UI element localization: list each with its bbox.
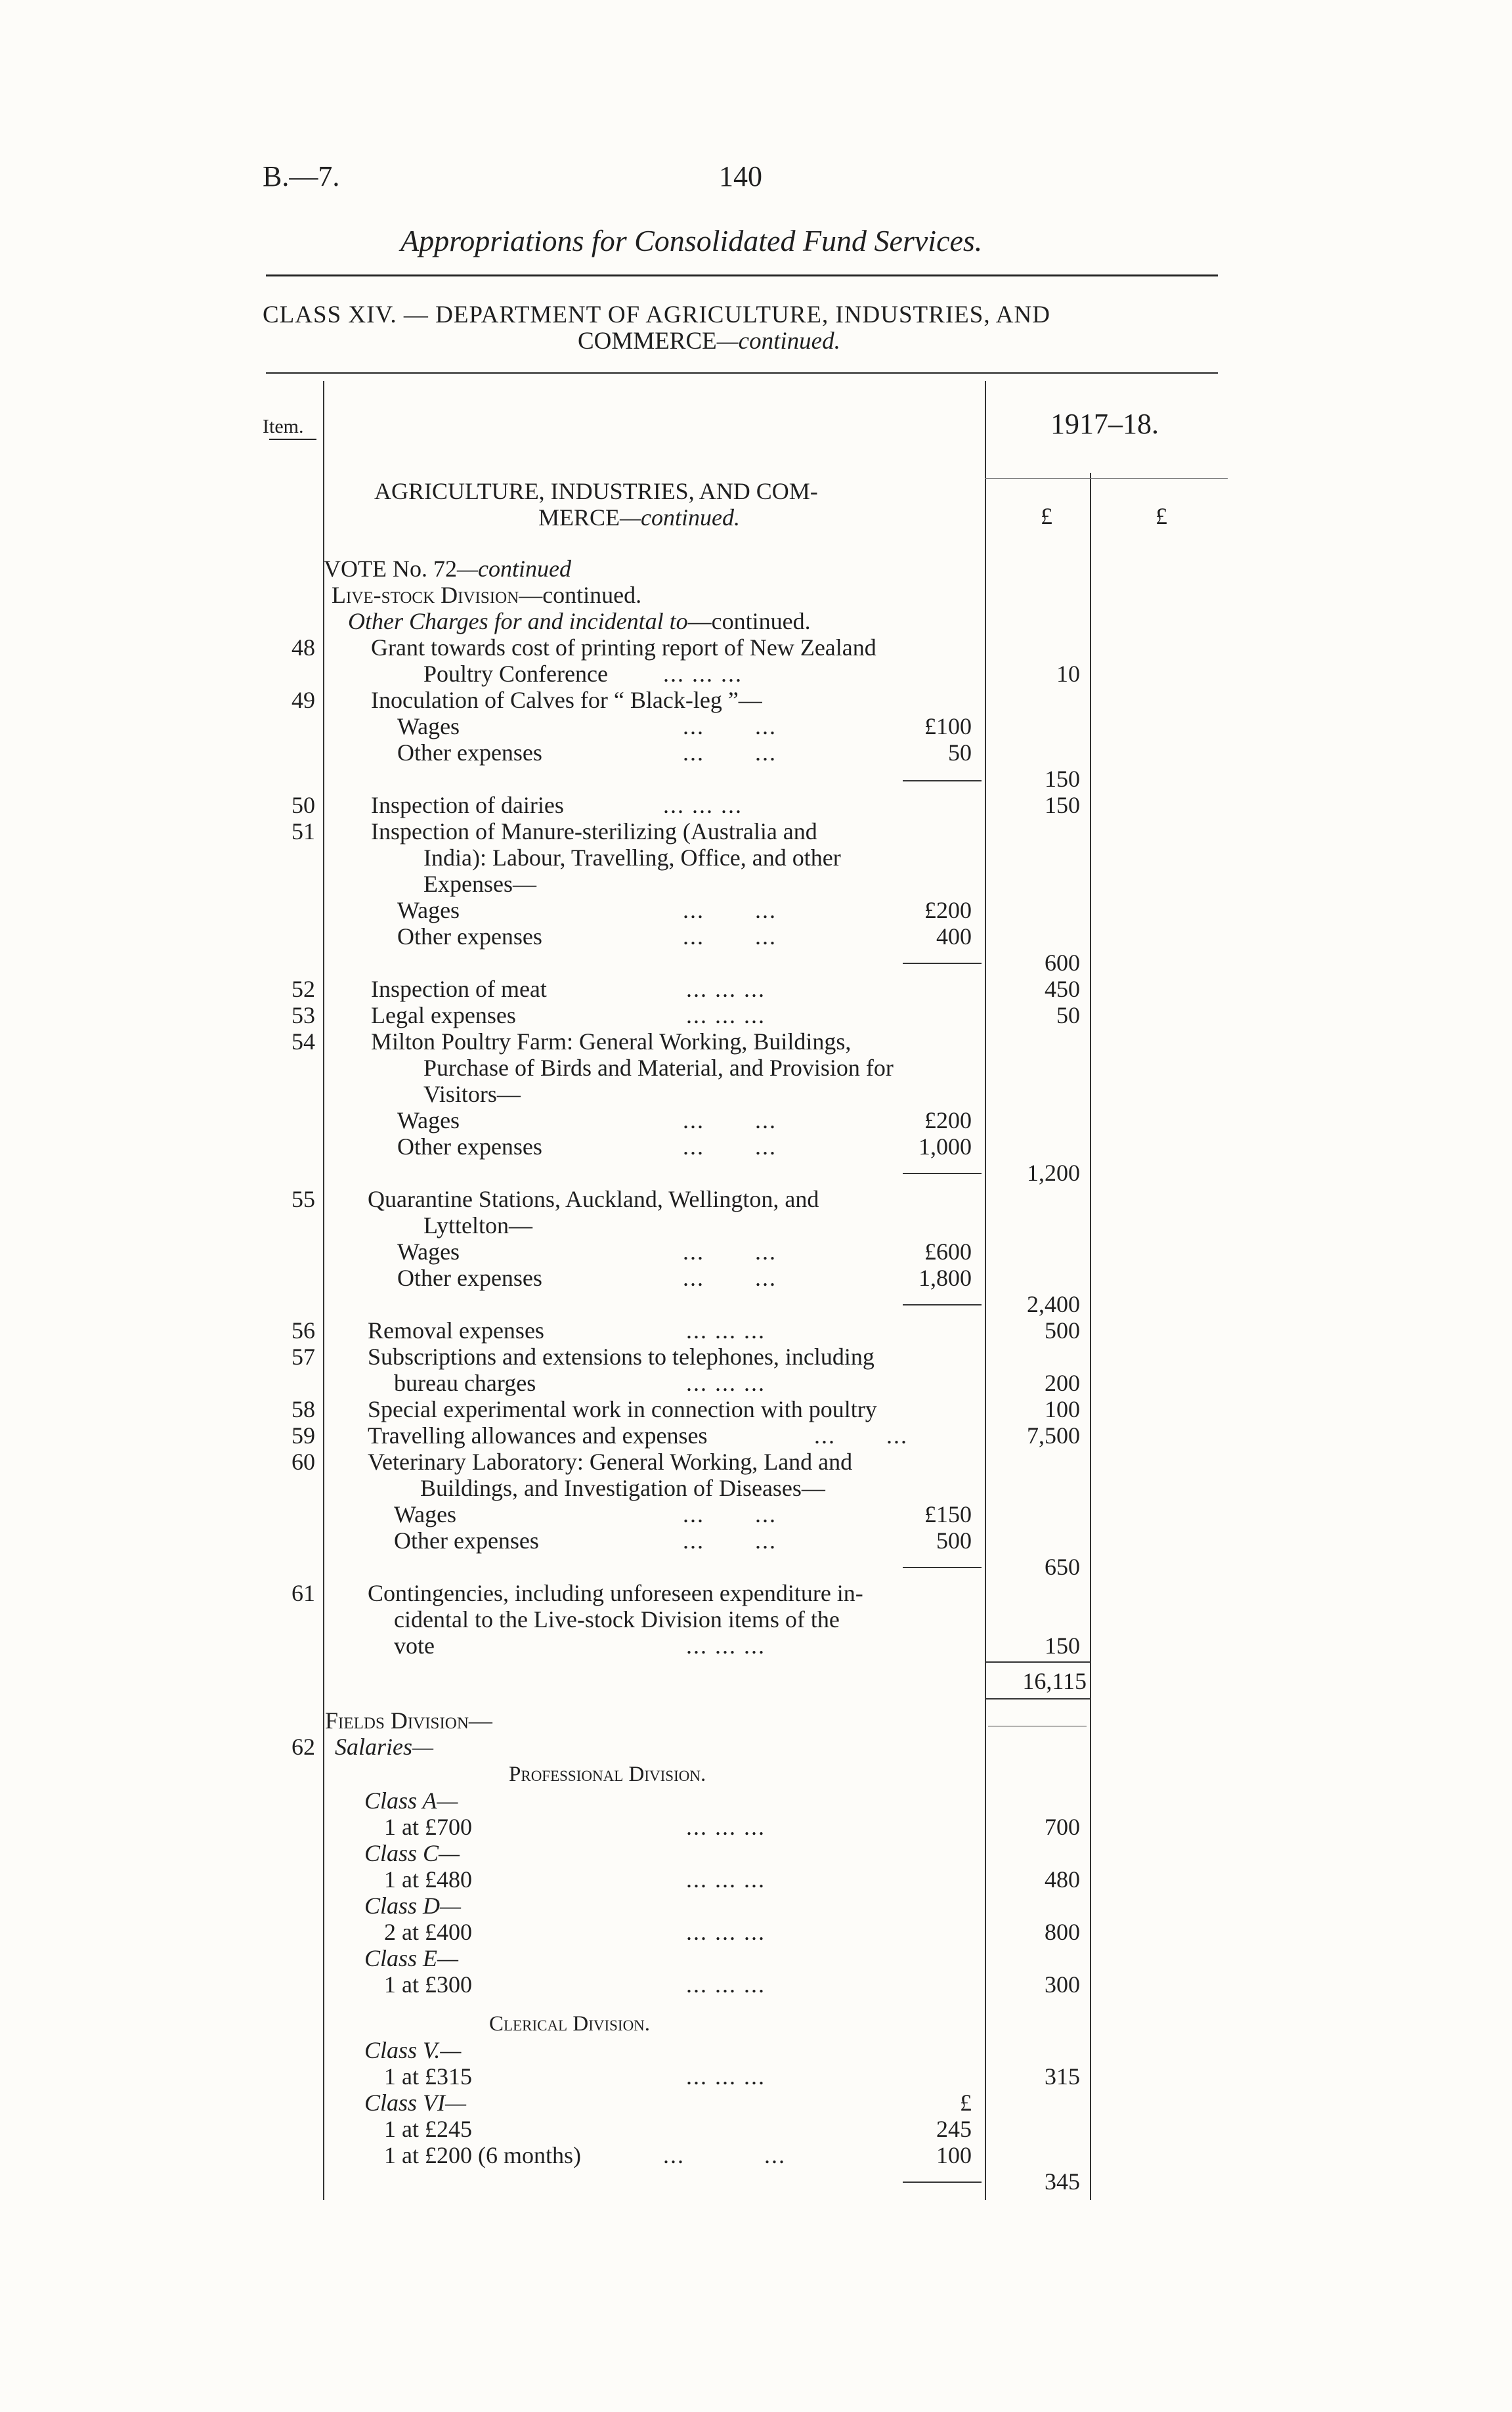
subtotal-rule (903, 1304, 982, 1305)
dot-leader: ... ... (683, 1239, 777, 1265)
grade-line: 1 at £480 (384, 1866, 472, 1893)
section-title-line1: AGRICULTURE, INDUSTRIES, AND COM- (374, 478, 818, 504)
item-description: Inspection of meat (371, 976, 547, 1002)
item-description: Inoculation of Calves for “ Black-leg ”— (371, 687, 762, 713)
amount: 1,200 (1027, 1160, 1080, 1186)
amount: 100 (1045, 1396, 1080, 1422)
item-description: Legal expenses (371, 1002, 516, 1028)
class-label: Class C— (364, 1840, 460, 1866)
item-number: 48 (292, 634, 315, 661)
year-column-header: 1917–18. (1050, 408, 1159, 440)
amount: 10 (1056, 661, 1080, 687)
item-description: Removal expenses (368, 1317, 544, 1344)
dot-leader: ... ... ... (663, 792, 743, 818)
title-rule (266, 274, 1218, 276)
item-number: 58 (292, 1396, 315, 1422)
item-description: vote (394, 1633, 435, 1659)
item-number: 62 (292, 1734, 315, 1760)
wages-label: Wages (397, 897, 460, 923)
item-number: 54 (292, 1028, 315, 1055)
item-description: Inspection of dairies (371, 792, 564, 818)
item-number: 53 (292, 1002, 315, 1028)
amount: 150 (1045, 1633, 1080, 1659)
item-number: 56 (292, 1317, 315, 1344)
item-description: Milton Poultry Farm: General Working, Buildings, (371, 1028, 852, 1055)
amount: 450 (1045, 976, 1080, 1002)
page-number: 140 (719, 160, 762, 192)
amount: 345 (1045, 2168, 1080, 2195)
salaries-heading: Salaries— (335, 1734, 434, 1760)
dot-leader: ... ... (683, 713, 777, 739)
amount: 300 (1045, 1971, 1080, 1998)
fields-division-heading: Fields Division— (325, 1707, 492, 1734)
dot-leader: ... ... (683, 1107, 777, 1133)
amount: 600 (1045, 950, 1080, 976)
item-description: Quarantine Stations, Auckland, Wellington, and (368, 1186, 819, 1212)
currency-label-1: £ (1041, 503, 1052, 529)
dot-leader: ... ... (814, 1422, 908, 1449)
currency-label-2: £ (1156, 503, 1167, 529)
amount: 700 (1045, 1814, 1080, 1840)
grade-line: 1 at £245 (384, 2116, 472, 2142)
class-label: Class E— (364, 1945, 459, 1971)
year-header-rule (985, 478, 1228, 479)
amount: 150 (1045, 766, 1080, 792)
item-description: Contingencies, including unforeseen expenditure in- (368, 1580, 863, 1606)
item-description: Veterinary Laboratory: General Working, Land and (368, 1449, 853, 1475)
dot-leader: ... ... (683, 1133, 777, 1160)
sub-amount: 50 (948, 739, 972, 766)
wages-label: Wages (397, 1239, 460, 1265)
amount: 500 (1045, 1317, 1080, 1344)
clerical-division-heading: Clerical Division. (489, 2012, 651, 2036)
vote-total: 16,115 (1022, 1668, 1087, 1694)
class-label: Class D— (364, 1893, 462, 1919)
item-description: Poultry Conference (423, 661, 608, 687)
dot-leader: ... ... (683, 1527, 777, 1554)
grade-line: 2 at £400 (384, 1919, 472, 1945)
item-description: Purchase of Birds and Material, and Provision for (423, 1055, 894, 1081)
dot-leader: ... ... ... (686, 976, 766, 1002)
item-number: 57 (292, 1344, 315, 1370)
item-number: 51 (292, 818, 315, 844)
item-description: Expenses— (423, 871, 536, 897)
item-number: 50 (292, 792, 315, 818)
wages-label: Wages (397, 713, 460, 739)
sub-amount: £150 (924, 1501, 972, 1527)
item-number: 59 (292, 1422, 315, 1449)
amount: 650 (1045, 1554, 1080, 1580)
class-label: Class V.— (364, 2037, 462, 2063)
grade-line: 1 at £300 (384, 1971, 472, 1998)
class-label: Class A— (364, 1787, 458, 1814)
dot-leader: ... ... (683, 1265, 777, 1291)
sub-amount: 500 (936, 1527, 972, 1554)
amount: 315 (1045, 2063, 1080, 2090)
dot-leader: ... ... ... (686, 1919, 766, 1945)
other-expenses-label: Other expenses (394, 1527, 539, 1554)
total-rule-top (985, 1661, 1090, 1663)
dot-leader: ... ... ... (663, 661, 743, 687)
item-description: bureau charges (394, 1370, 536, 1396)
other-charges-heading: Other Charges for and incidental to—continued. (348, 608, 811, 634)
sub-amount: £200 (924, 1107, 972, 1133)
dot-leader: ... ... ... (686, 1971, 766, 1998)
dot-leader: ... ... ... (686, 1317, 766, 1344)
other-expenses-label: Other expenses (397, 1133, 542, 1160)
item-description: Subscriptions and extensions to telephones, including (368, 1344, 875, 1370)
amount-column-line (985, 381, 986, 2200)
item-number: 52 (292, 976, 315, 1002)
dot-leader: ... ... ... (686, 1866, 766, 1893)
other-expenses-label: Other expenses (397, 1265, 542, 1291)
item-description: cidental to the Live-stock Division items of the (394, 1606, 840, 1633)
subtotal-rule (903, 1173, 982, 1174)
dot-leader: ... ... ... (686, 1370, 766, 1396)
item-description: Buildings, and Investigation of Diseases— (420, 1475, 825, 1501)
page-title: Appropriations for Consolidated Fund Services. (400, 224, 983, 257)
document-code: B.—7. (263, 160, 340, 192)
amount: 150 (1045, 792, 1080, 818)
item-number: 55 (292, 1186, 315, 1212)
amount: 7,500 (1027, 1422, 1080, 1449)
total-rule-bottom (985, 1698, 1090, 1699)
dot-leader: ... ... ... (686, 1002, 766, 1028)
item-header-rule (269, 439, 316, 440)
dot-leader: ... ... (683, 1501, 777, 1527)
item-description: Inspection of Manure-sterilizing (Australia and (371, 818, 817, 844)
year-column-line (1090, 473, 1091, 2200)
subtotal-rule (903, 2182, 982, 2183)
grade-line: 1 at £700 (384, 1814, 472, 1840)
dot-leader: ... ... (663, 2142, 786, 2168)
class-heading-line1: CLASS XIV. — DEPARTMENT OF AGRICULTURE, INDUSTRIES, AND (263, 301, 1050, 328)
sub-amount: 1,000 (918, 1133, 972, 1160)
dot-leader: ... ... ... (686, 1814, 766, 1840)
amount: 50 (1056, 1002, 1080, 1028)
other-expenses-label: Other expenses (397, 923, 542, 950)
item-description: Special experimental work in connection with poultry (368, 1396, 877, 1422)
amount: 800 (1045, 1919, 1080, 1945)
wages-label: Wages (394, 1501, 457, 1527)
amount: 2,400 (1027, 1291, 1080, 1317)
dot-leader: ... ... (683, 739, 777, 766)
subtotal-rule (903, 1567, 982, 1568)
class-label: Class VI— (364, 2090, 467, 2116)
sub-amount: £200 (924, 897, 972, 923)
division-heading: Live-stock Division—continued. (332, 582, 642, 608)
item-number: 61 (292, 1580, 315, 1606)
currency-label: £ (960, 2090, 972, 2116)
amount: 200 (1045, 1370, 1080, 1396)
item-column-header: Item. (263, 416, 304, 437)
dot-leader: ... ... (683, 923, 777, 950)
grade-line: 1 at £315 (384, 2063, 472, 2090)
grade-line: 1 at £200 (6 months) (384, 2142, 581, 2168)
item-number: 49 (292, 687, 315, 713)
other-expenses-label: Other expenses (397, 739, 542, 766)
vote-heading: VOTE No. 72—continued (324, 556, 571, 582)
wages-label: Wages (397, 1107, 460, 1133)
sub-amount: £100 (924, 713, 972, 739)
subtotal-rule (903, 963, 982, 964)
item-description: Visitors— (423, 1081, 521, 1107)
dot-leader: ... ... ... (686, 2063, 766, 2090)
sub-amount: £600 (924, 1239, 972, 1265)
item-description: Grant towards cost of printing report of New Zealand (371, 634, 876, 661)
amount: 480 (1045, 1866, 1080, 1893)
professional-division-heading: Professional Division. (509, 1763, 706, 1786)
sub-amount: 400 (936, 923, 972, 950)
dot-leader: ... ... (683, 897, 777, 923)
sub-amount: 245 (936, 2116, 972, 2142)
item-column-line (323, 381, 324, 2200)
class-heading-line2: COMMERCE—continued. (578, 328, 840, 355)
subtotal-rule (903, 780, 982, 781)
item-description: Lyttelton— (423, 1212, 532, 1239)
dot-leader: ... ... ... (686, 1633, 766, 1659)
item-number: 60 (292, 1449, 315, 1475)
sub-amount: 1,800 (918, 1265, 972, 1291)
item-description: India): Labour, Travelling, Office, and other (423, 844, 841, 871)
section-title-line2: MERCE—continued. (538, 504, 740, 531)
sub-amount: 100 (936, 2142, 972, 2168)
item-description: Travelling allowances and expenses (368, 1422, 708, 1449)
table-top-rule (266, 372, 1218, 374)
